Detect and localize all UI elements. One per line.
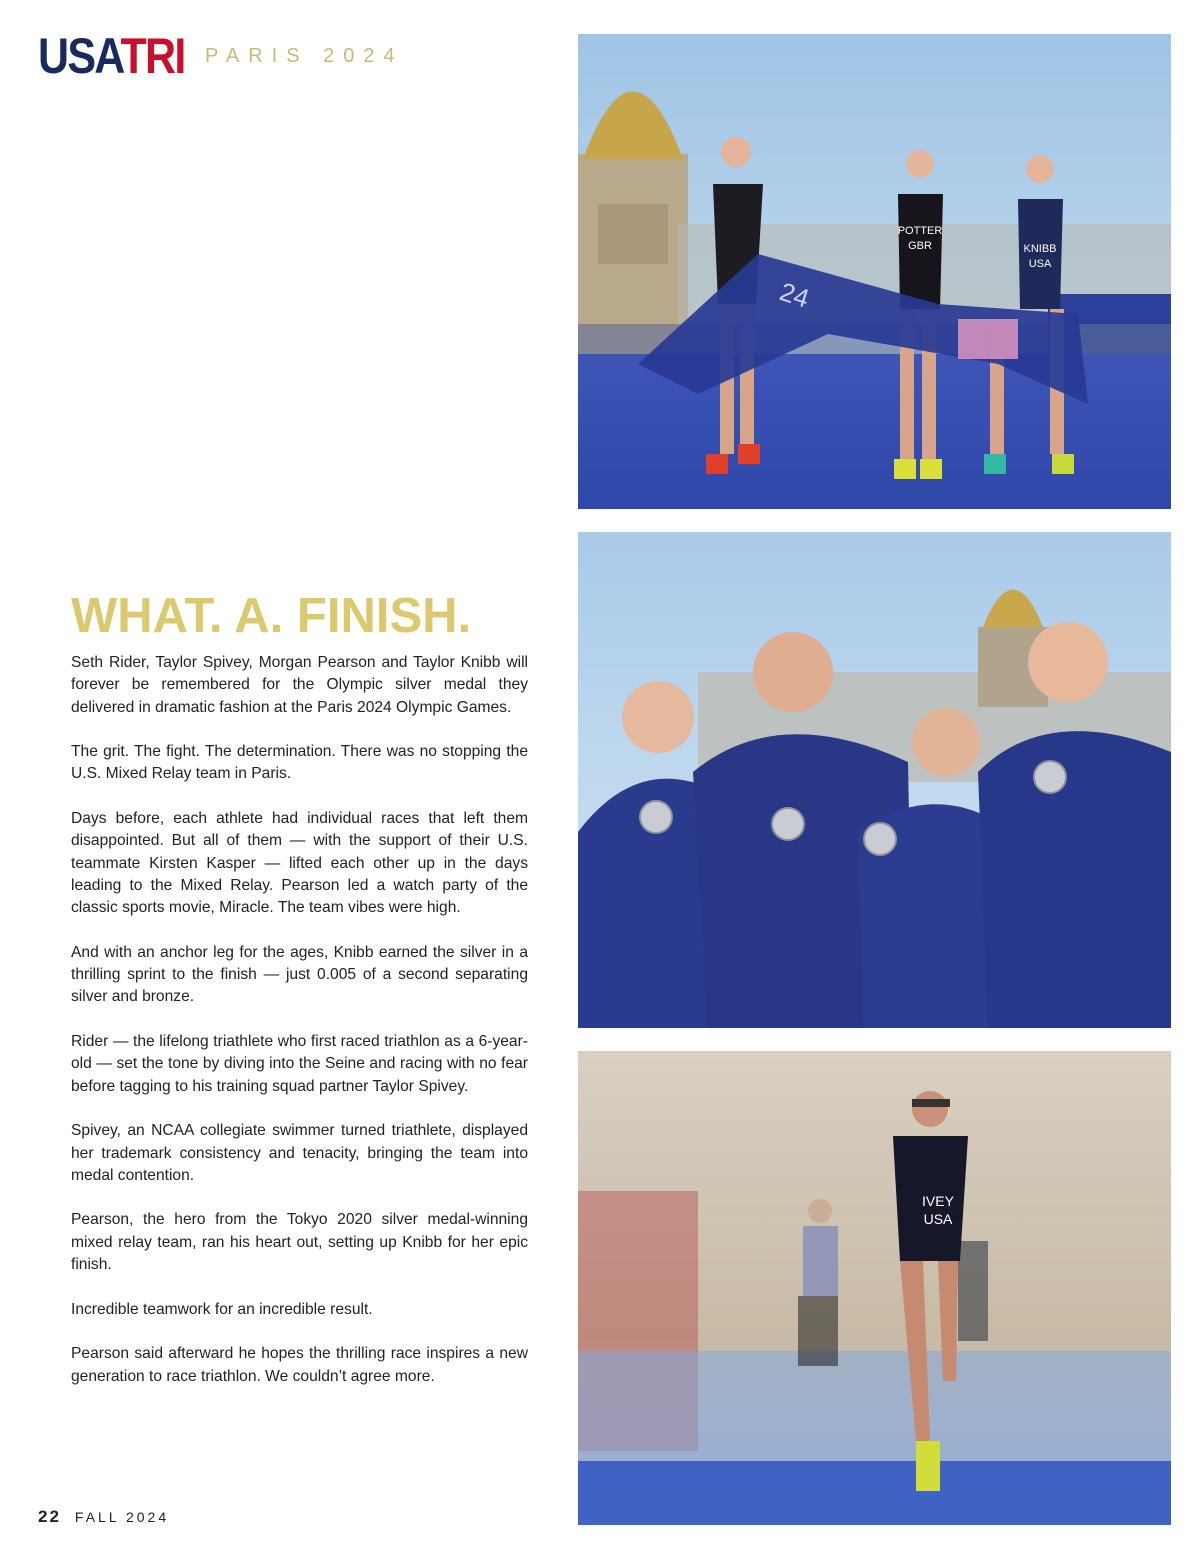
- article-body: [71, 652, 528, 1410]
- bib-spivey-name: IVEY: [922, 1193, 954, 1209]
- silver-medal: [864, 823, 896, 855]
- edition-label: PARIS 2024: [205, 45, 404, 67]
- bib-potter: POTTER: [897, 225, 943, 237]
- article-paragraph: Days before, each athlete had individual races that left them disappointed. But all of them — with the support of their U.S. teammate Kirsten Kasper — lifted each other up in the days leading to the Mixed Relay. Pearson led a watch party of the classic sports movie, Miracle. The team vibes were high.: [71, 810, 528, 917]
- silver-medal: [772, 808, 804, 840]
- usatri-logo: [38, 28, 185, 84]
- medal-team-photo: [578, 532, 1171, 1028]
- article-paragraph: Rider — the lifelong triathlete who first raced triathlon as a 6-year-old — set the tone by diving into the Seine and racing with no fear before tagging to his training squad partner Taylor Spivey.: [71, 1033, 528, 1095]
- masthead: [38, 30, 208, 82]
- article-paragraph: Seth Rider, Taylor Spivey, Morgan Pearson and Taylor Knibb will forever be remembered for the Olympic silver medal they delivered in dramatic fashion at the Paris 2024 Olympic Games.: [71, 654, 528, 716]
- bib-knibb: KNIBB: [1023, 243, 1057, 255]
- logo-usa-text: USA: [38, 28, 121, 84]
- article-paragraph: Pearson said afterward he hopes the thrilling race inspires a new generation to race triathlon. We couldn’t agree more.: [71, 1345, 528, 1385]
- logo-tri-text: TRI: [120, 28, 185, 84]
- article-headline: WHAT. A. FINISH.: [71, 589, 472, 643]
- article-paragraph: Spivey, an NCAA collegiate swimmer turned triathlete, displayed her trademark consistency and tenacity, bringing the team into medal contention.: [71, 1122, 528, 1184]
- tape-text: 24: [776, 276, 813, 314]
- bib-spivey-country: USA: [923, 1211, 953, 1227]
- bib-gbr: GBR: [908, 240, 932, 252]
- finish-line-photo: [578, 34, 1171, 509]
- article-paragraph: And with an anchor leg for the ages, Knibb earned the silver in a thrilling sprint to the finish — just 0.005 of a second separating silver and bronze.: [71, 943, 528, 1006]
- article-paragraph: Incredible teamwork for an incredible result.: [71, 1300, 373, 1318]
- silver-medal: [640, 801, 672, 833]
- article-paragraph: The grit. The fight. The determination. There was no stopping the U.S. Mixed Relay team in Paris.: [71, 743, 528, 783]
- page-footer: [38, 1507, 169, 1527]
- bib-usa: USA: [1028, 258, 1052, 270]
- article-paragraph: Pearson, the hero from the Tokyo 2020 silver medal-winning mixed relay team, ran his heart out, setting up Knibb for her epic finish.: [71, 1211, 528, 1274]
- silver-medal: [1034, 761, 1066, 793]
- page-number: 22: [38, 1507, 61, 1526]
- spivey-running-photo: [578, 1051, 1171, 1525]
- issue-label: FALL 2024: [74, 1509, 170, 1525]
